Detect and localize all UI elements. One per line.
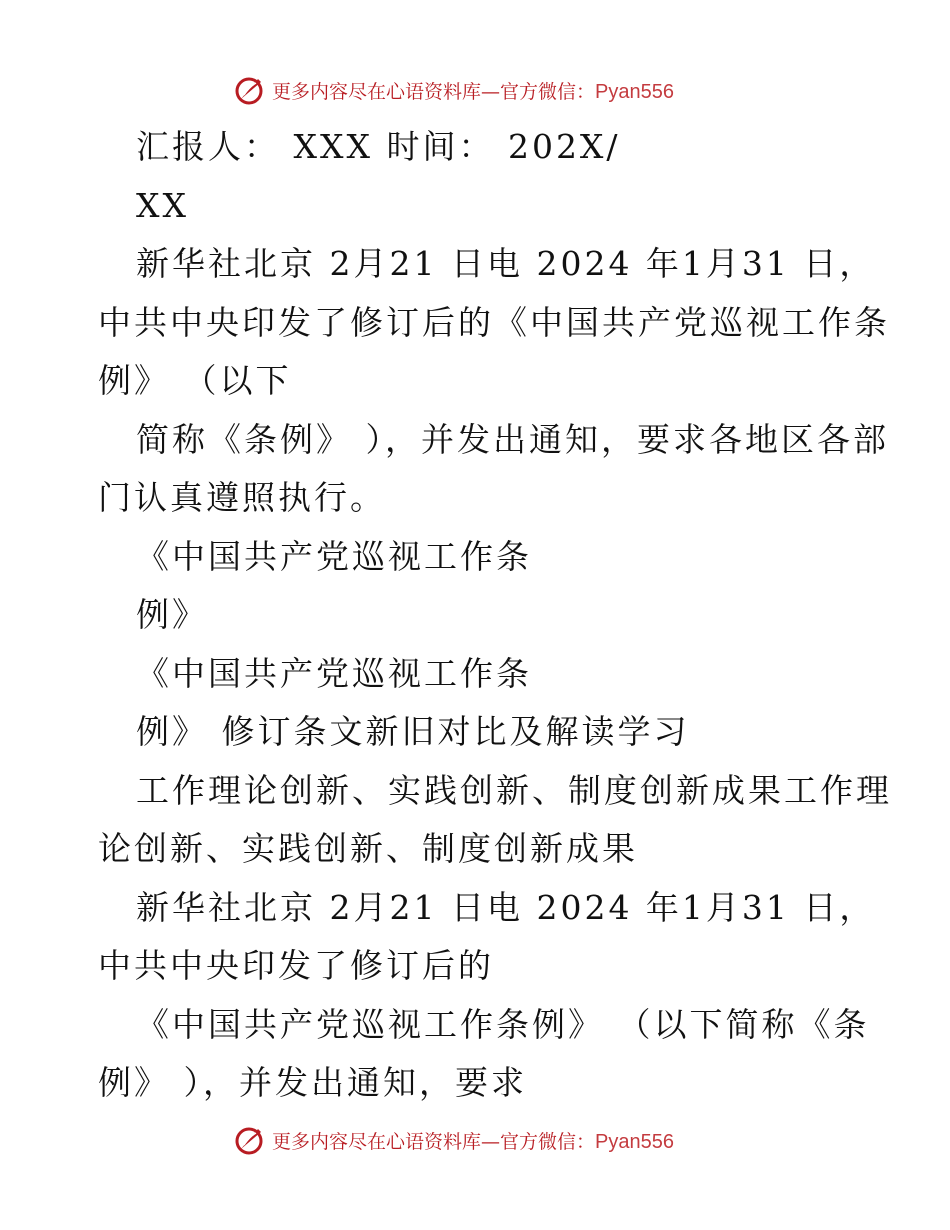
watermark-banner-top: [232, 70, 674, 110]
text-line: 门认真遵照执行。: [98, 478, 386, 517]
text-line: 例》 ），并发出通知，要求: [98, 1063, 527, 1102]
text-line: 新华社北京 2月21 日电 2024 年1月31 日，: [136, 887, 876, 927]
watermark-text: 更多内容尽在心语资料库—官方微信：Pyan556: [272, 1130, 674, 1153]
text-line: 简称《条例》 ），并发出通知，要求各地区各部: [136, 419, 889, 459]
text-line: XX: [136, 185, 189, 225]
text-line: 例》 修订条文新旧对比及解读学习: [136, 712, 690, 751]
watermark-text: 更多内容尽在心语资料库—官方微信：Pyan556: [272, 80, 674, 103]
wechat-id: Pyan556: [595, 1130, 674, 1153]
text-line: 《中国共产党巡视工作条: [136, 653, 532, 693]
text-line: 例》 （以下: [98, 361, 292, 400]
text-line: 工作理论创新、实践创新、制度创新成果工作理: [136, 770, 892, 810]
text-line: 《中国共产党巡视工作条例》 （以下简称《条: [136, 1004, 870, 1044]
text-line: 中共中央印发了修订后的: [98, 946, 494, 985]
text-line: 论创新、实践创新、制度创新成果: [98, 829, 638, 868]
quill-logo-icon: [232, 1123, 266, 1157]
text-line: 例》: [136, 595, 208, 634]
document-body: [98, 118, 892, 1113]
text-line: 中共中央印发了修订后的《中国共产党巡视工作条: [98, 302, 890, 342]
quill-logo-icon: [232, 73, 266, 107]
wechat-id: Pyan556: [595, 80, 674, 103]
watermark-banner-bottom: [232, 1120, 674, 1160]
text-line: 新华社北京 2月21 日电 2024 年1月31 日，: [136, 244, 876, 283]
text-line: 《中国共产党巡视工作条: [136, 536, 532, 576]
text-line: 汇报人： XXX 时间： 202X/: [136, 127, 621, 166]
